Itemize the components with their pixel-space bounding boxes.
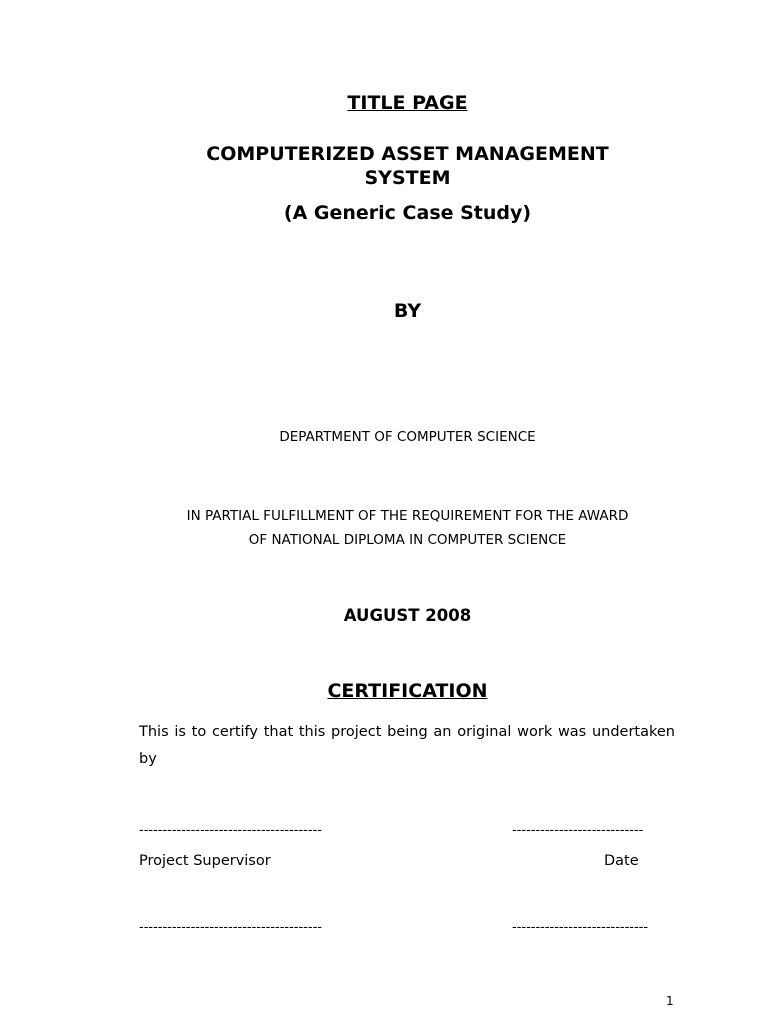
fulfillment-statement <box>140 504 675 552</box>
certification-body: This is to certify that this project being an original work was undertaken by <box>139 724 675 767</box>
project-subtitle: (A Generic Case Study) <box>283 202 532 224</box>
second-signature-line: --------------------------------------- <box>139 920 322 935</box>
date-label: Date <box>604 853 639 869</box>
supervisor-label: Project Supervisor <box>139 853 271 869</box>
fulfillment-line1: IN PARTIAL FULFILLMENT OF THE REQUIREMENT FOR THE AWARD <box>186 508 629 524</box>
second-date-line: ----------------------------- <box>512 920 649 935</box>
page-number: 1 <box>666 994 674 1008</box>
supervisor-date-line: ---------------------------- <box>512 823 644 838</box>
department-name: DEPARTMENT OF COMPUTER SCIENCE <box>279 429 536 445</box>
project-title <box>140 142 675 190</box>
title-page-heading: TITLE PAGE <box>347 92 468 114</box>
project-title-line1: COMPUTERIZED ASSET MANAGEMENT <box>206 143 609 165</box>
by-label: BY <box>393 300 422 322</box>
fulfillment-line2: OF NATIONAL DIPLOMA IN COMPUTER SCIENCE <box>248 532 567 548</box>
project-title-line2: SYSTEM <box>364 167 451 189</box>
submission-date: AUGUST 2008 <box>343 606 472 625</box>
certification-heading: CERTIFICATION <box>327 680 488 702</box>
supervisor-signature-line: --------------------------------------- <box>139 823 322 838</box>
